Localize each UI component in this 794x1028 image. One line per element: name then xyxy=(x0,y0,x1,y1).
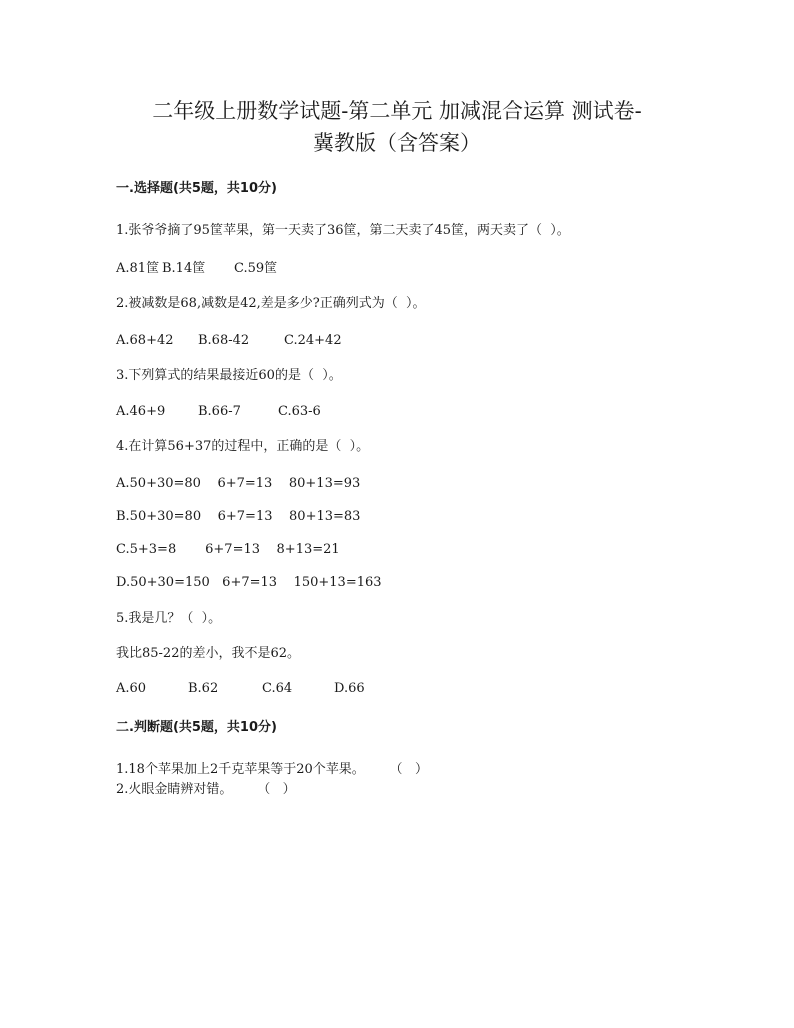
option-b: B.14筐 xyxy=(162,261,206,276)
section-heading-choice: 一.选择题(共5题，共10分) xyxy=(116,181,277,196)
question-5-text: 5.我是几？（ ）。 xyxy=(116,611,222,626)
option-a: A.68+42 xyxy=(116,333,174,348)
option-a: A.60 xyxy=(116,681,147,696)
judge-item-2: 2.火眼金睛辨对错。 （ ） xyxy=(116,782,296,797)
option-d: D.66 xyxy=(334,681,365,696)
question-2-options xyxy=(116,332,342,350)
option-a: A.46+9 xyxy=(116,404,166,419)
judge-item-1: 1.18个苹果加上2千克苹果等于20个苹果。 （ ） xyxy=(116,762,428,777)
option-b: B.62 xyxy=(188,681,219,696)
page-title-line-2: 冀教版（含答案） xyxy=(313,131,481,155)
option-c: C.63-6 xyxy=(278,404,321,419)
page-title-line-1: 二年级上册数学试题-第二单元 加减混合运算 测试卷- xyxy=(152,99,642,123)
option-a: A.50+30=80 6+7=13 80+13=93 xyxy=(116,476,361,491)
section-heading-judge: 二.判断题(共5题，共10分) xyxy=(116,720,277,735)
option-c: C.5+3=8 6+7=13 8+13=21 xyxy=(116,542,340,557)
option-c: C.64 xyxy=(262,681,293,696)
question-3-text: 3.下列算式的结果最接近60的是（ ）。 xyxy=(116,368,342,383)
question-4-text: 4.在计算56+37的过程中，正确的是（ ）。 xyxy=(116,439,370,454)
option-b: B.66-7 xyxy=(198,404,241,419)
question-2-text: 2.被减数是68,减数是42,差是多少?正确列式为（ ）。 xyxy=(116,296,426,311)
option-d: D.50+30=150 6+7=13 150+13=163 xyxy=(116,575,382,590)
question-1-text: 1.张爷爷摘了95筐苹果，第一天卖了36筐，第二天卖了45筐，两天卖了（ ）。 xyxy=(116,223,570,238)
question-3-options xyxy=(116,403,321,421)
option-b: B.68-42 xyxy=(198,333,250,348)
option-c: C.24+42 xyxy=(284,333,342,348)
question-5-subtext: 我比85-22的差小，我不是62。 xyxy=(116,646,301,661)
option-c: C.59筐 xyxy=(234,261,278,276)
question-1-options xyxy=(116,260,277,278)
option-b: B.50+30=80 6+7=13 80+13=83 xyxy=(116,509,361,524)
option-a: A.81筐 xyxy=(116,261,160,276)
question-5-options xyxy=(116,680,365,698)
